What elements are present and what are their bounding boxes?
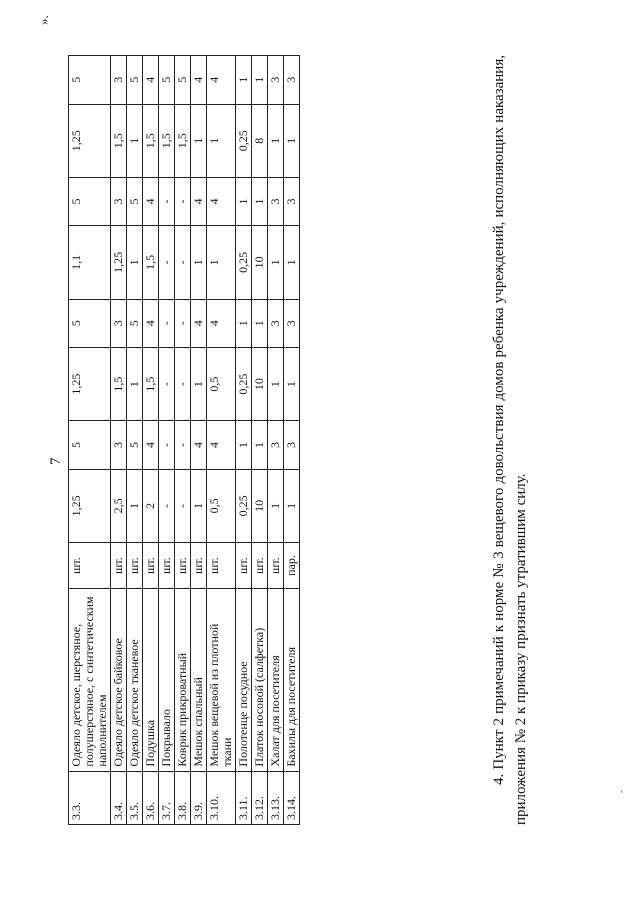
- quantity-cell: 10: [252, 348, 268, 421]
- item-name-cell: Подушка: [143, 588, 159, 771]
- item-name-cell: Одеяло детское, шерстяное, полушерстяное, с синтетическим наполнителем: [69, 588, 111, 771]
- quantity-cell: 1,1: [69, 226, 111, 299]
- wear-term-cell: 5: [127, 421, 143, 469]
- table-row: [69, 56, 111, 825]
- quantity-cell: 1: [268, 469, 284, 542]
- item-name-cell: Коврик прикроватный: [175, 588, 191, 771]
- table-row: [268, 56, 284, 825]
- wear-term-cell: -: [159, 299, 175, 347]
- quantity-cell: -: [175, 348, 191, 421]
- row-number-cell: 3.7.: [159, 771, 175, 824]
- quantity-cell: 1: [207, 104, 236, 177]
- wear-term-cell: 3: [111, 299, 127, 347]
- quantity-cell: 1: [268, 226, 284, 299]
- row-number-cell: 3.6.: [143, 771, 159, 824]
- unit-cell: пар.: [284, 543, 300, 589]
- quantity-cell: 1,25: [69, 469, 111, 542]
- wear-term-cell: 5: [127, 56, 143, 105]
- quantity-cell: 10: [252, 469, 268, 542]
- quantity-cell: 1: [127, 348, 143, 421]
- wear-term-cell: 4: [191, 177, 207, 225]
- wear-term-cell: 1: [236, 177, 252, 225]
- quantity-cell: 1: [268, 348, 284, 421]
- quantity-cell: 8: [252, 104, 268, 177]
- quantity-cell: 1,25: [69, 104, 111, 177]
- wear-term-cell: 4: [191, 56, 207, 105]
- quantity-cell: -: [159, 226, 175, 299]
- quantity-cell: 1,5: [159, 104, 175, 177]
- wear-term-cell: 1: [236, 56, 252, 105]
- wear-term-cell: 5: [69, 299, 111, 347]
- unit-cell: шт.: [268, 543, 284, 589]
- table-row: [111, 56, 127, 825]
- quantity-cell: 1,5: [143, 348, 159, 421]
- quantity-cell: 1,25: [111, 226, 127, 299]
- table-row: [127, 56, 143, 825]
- wear-term-cell: 3: [268, 421, 284, 469]
- row-number-cell: 3.9.: [191, 771, 207, 824]
- wear-term-cell: 5: [127, 299, 143, 347]
- table-row: [159, 56, 175, 825]
- quantity-cell: -: [175, 226, 191, 299]
- wear-term-cell: -: [175, 177, 191, 225]
- quantity-cell: 1: [268, 104, 284, 177]
- unit-cell: шт.: [111, 543, 127, 589]
- wear-term-cell: 5: [69, 56, 111, 105]
- wear-term-cell: 5: [159, 56, 175, 105]
- wear-term-cell: 1: [236, 299, 252, 347]
- unit-cell: шт.: [175, 543, 191, 589]
- table-row: [191, 56, 207, 825]
- wear-term-cell: -: [159, 421, 175, 469]
- table-row: [143, 56, 159, 825]
- wear-term-cell: 3: [284, 56, 300, 105]
- item-name-cell: Покрывало: [159, 588, 175, 771]
- quantity-cell: 1: [191, 469, 207, 542]
- wear-term-cell: 3: [111, 177, 127, 225]
- item-name-cell: Мешок спальный: [191, 588, 207, 771]
- row-number-cell: 3.12.: [252, 771, 268, 824]
- quantity-cell: 0,5: [207, 469, 236, 542]
- wear-term-cell: 1: [236, 421, 252, 469]
- table-row: [175, 56, 191, 825]
- unit-cell: шт.: [191, 543, 207, 589]
- wear-term-cell: 3: [268, 299, 284, 347]
- wear-term-cell: -: [175, 421, 191, 469]
- quantity-cell: 1: [207, 226, 236, 299]
- quantity-cell: 1: [284, 348, 300, 421]
- row-number-cell: 3.5.: [127, 771, 143, 824]
- unit-cell: шт.: [69, 543, 111, 589]
- wear-term-cell: 1: [252, 177, 268, 225]
- wear-term-cell: 4: [143, 177, 159, 225]
- quantity-cell: 1,25: [69, 348, 111, 421]
- item-name-cell: Платок носовой (салфетка): [252, 588, 268, 771]
- wear-term-cell: 5: [69, 177, 111, 225]
- quantity-cell: 1: [127, 469, 143, 542]
- wear-term-cell: 4: [207, 421, 236, 469]
- norm-table: [68, 55, 300, 825]
- wear-term-cell: 4: [143, 421, 159, 469]
- wear-term-cell: -: [175, 299, 191, 347]
- quantity-cell: 0,25: [236, 348, 252, 421]
- item-name-cell: Полотенце посудное: [236, 588, 252, 771]
- wear-term-cell: 3: [268, 56, 284, 105]
- wear-term-cell: 5: [69, 421, 111, 469]
- table-row: [252, 56, 268, 825]
- row-number-cell: 3.3.: [69, 771, 111, 824]
- wear-term-cell: 3: [284, 299, 300, 347]
- quantity-cell: 0,5: [207, 348, 236, 421]
- quantity-cell: 1,5: [143, 226, 159, 299]
- quantity-cell: -: [175, 469, 191, 542]
- quantity-cell: -: [159, 348, 175, 421]
- wear-term-cell: 4: [143, 56, 159, 105]
- quantity-cell: 0,25: [236, 469, 252, 542]
- quantity-cell: 0,25: [236, 104, 252, 177]
- row-number-cell: 3.14.: [284, 771, 300, 824]
- wear-term-cell: 1: [252, 421, 268, 469]
- row-number-cell: 3.10.: [207, 771, 236, 824]
- item-name-cell: Бахилы для посетителя: [284, 588, 300, 771]
- row-number-cell: 3.11.: [236, 771, 252, 824]
- wear-term-cell: 1: [252, 56, 268, 105]
- item-name-cell: Одеяло детское байковое: [111, 588, 127, 771]
- table-row: [207, 56, 236, 825]
- page-number: 7: [48, 457, 64, 465]
- quantity-cell: 1: [284, 104, 300, 177]
- quantity-cell: 2: [143, 469, 159, 542]
- wear-term-cell: 4: [143, 299, 159, 347]
- amendment-text: 4. Пункт 2 примечаний к норме № 3 вещевого довольствия домов ребенка учреждений, исполняющих наказания, приложения № 2 к приказу признать утратившим силу.: [491, 55, 529, 825]
- quantity-cell: 10: [252, 226, 268, 299]
- quantity-cell: 1,5: [111, 104, 127, 177]
- quantity-cell: 1,5: [111, 348, 127, 421]
- quantity-cell: 1: [284, 469, 300, 542]
- unit-cell: шт.: [207, 543, 236, 589]
- quantity-cell: 1: [191, 348, 207, 421]
- closing-quote: ».: [36, 15, 51, 25]
- wear-term-cell: 3: [284, 421, 300, 469]
- wear-term-cell: 5: [127, 177, 143, 225]
- quantity-cell: 1,5: [175, 104, 191, 177]
- wear-term-cell: -: [159, 177, 175, 225]
- quantity-cell: 0,25: [236, 226, 252, 299]
- wear-term-cell: 4: [207, 56, 236, 105]
- table-row: [284, 56, 300, 825]
- wear-term-cell: 1: [252, 299, 268, 347]
- item-name-cell: Мешок вещевой из плотной ткани: [207, 588, 236, 771]
- unit-cell: шт.: [127, 543, 143, 589]
- unit-cell: шт.: [236, 543, 252, 589]
- row-number-cell: 3.4.: [111, 771, 127, 824]
- unit-cell: шт.: [143, 543, 159, 589]
- quantity-cell: -: [159, 469, 175, 542]
- wear-term-cell: 3: [284, 177, 300, 225]
- wear-term-cell: 4: [207, 177, 236, 225]
- quantity-cell: 1,5: [143, 104, 159, 177]
- quantity-cell: 1: [127, 104, 143, 177]
- wear-term-cell: 4: [207, 299, 236, 347]
- table-row: [236, 56, 252, 825]
- wear-term-cell: 5: [175, 56, 191, 105]
- row-number-cell: 3.8.: [175, 771, 191, 824]
- margin-mark: -: [617, 790, 626, 793]
- quantity-cell: 1: [191, 226, 207, 299]
- unit-cell: шт.: [252, 543, 268, 589]
- item-name-cell: Одеяло детское тканевое: [127, 588, 143, 771]
- wear-term-cell: 3: [111, 56, 127, 105]
- unit-cell: шт.: [159, 543, 175, 589]
- quantity-cell: 2,5: [111, 469, 127, 542]
- row-number-cell: 3.13.: [268, 771, 284, 824]
- wear-term-cell: 4: [191, 299, 207, 347]
- wear-term-cell: 4: [191, 421, 207, 469]
- item-name-cell: Халат для посетителя: [268, 588, 284, 771]
- wear-term-cell: 3: [268, 177, 284, 225]
- amendment-paragraph: [488, 55, 532, 825]
- quantity-cell: 1: [191, 104, 207, 177]
- quantity-cell: 1: [127, 226, 143, 299]
- wear-term-cell: 3: [111, 421, 127, 469]
- norm-table-body: [69, 56, 300, 825]
- quantity-cell: 1: [284, 226, 300, 299]
